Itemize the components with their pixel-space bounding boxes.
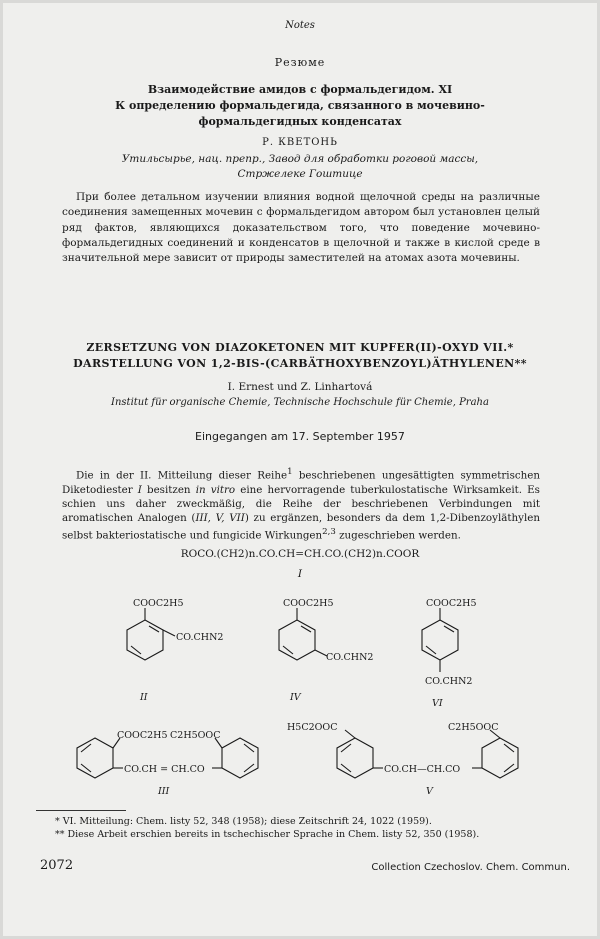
russian-abstract: При более детальном изучении влияния водной щелочной среды на различные соединения замещенных мочевин с формальдегидом автором был установлен целый ряд фактов, являющихся доказательством того, что поведение мочевино-формальдегидных соединений и конденсатов в щелочной и также в кислой среде в значительной мере зависит от природы заместителей на атомах азота мочевины. [62,191,540,265]
III-bridge: CO.CH = CH.CO [124,764,205,775]
russian-affiliation-line2: Стржелеке Гоштице [237,168,363,180]
V-left-sub: H5C2OOC [287,722,338,733]
german-title [40,340,560,372]
body-italic: in vitro [195,483,236,496]
german-authors: I. Ernest und Z. Linhartová [227,381,373,393]
V-right-sub: C2H5OOC [448,722,499,733]
structure-III-right-ring [212,738,258,778]
V-bridge: CO.CH—CH.CO [384,764,461,775]
II-label: II [140,692,148,703]
body-text: ) zu ergänzen, besonders da dem 1,2-Dibenzoyläthylen selbst bakteriostatische und fungicide Wirkungen [62,512,540,542]
russian-affiliation [60,152,540,182]
german-title-line1: ZERSETZUNG VON DIAZOKETONEN MIT KUPFER(II)-OXYD VII.* [86,341,514,354]
structure-VI-ring [422,608,458,672]
footnote-rule [36,810,126,811]
body-text: Die in der II. Mitteilung dieser Reihe [76,469,288,482]
journal-name: Collection Czechoslov. Chem. Commun. [371,862,570,873]
structure-V-left-ring [337,730,383,778]
body-text: zugeschrieben werden. [335,529,461,542]
russian-title-line1: Взаимодействие амидов с формальдегидом. XI [147,83,453,96]
footnote-2: ** Diese Arbeit erschien bereits in tschechischer Sprache in Chem. listy 52, 350 (1958). [55,829,480,840]
III-label: III [158,786,170,797]
body-text: beschriebenen ungesättigten symmetrischen Diketodiester [62,469,540,496]
body-text: besitzen [141,483,196,496]
VI-top-sub: COOC2H5 [426,598,477,609]
V-label: V [426,786,433,797]
II-top-sub: COOC2H5 [133,598,184,609]
body-text: eine hervorragende tuberkulostatische Wirksamkeit. Es schien uns daher zweckmäßig, die Reihe der beschriebenen Verbindungen mit aromatischen Analogen ( [62,483,540,525]
german-affiliation: Institut für organische Chemie, Technische Hochschule für Chemie, Praha [111,397,489,408]
resume-heading: Резюме [274,56,326,69]
IV-top-sub: COOC2H5 [283,598,334,609]
structure-V-right-ring [472,730,518,778]
IV-label: IV [290,692,301,703]
VI-bottom-sub: CO.CHN2 [425,676,473,687]
body-italic: III, V, VII [195,512,245,525]
received-date: Eingegangen am 17. September 1957 [195,430,405,443]
general-formula-label: I [297,568,303,580]
russian-title [60,82,540,130]
chemical-structures [0,588,600,803]
footnote-1: * VI. Mitteilung: Chem. listy 52, 348 (1958); diese Zeitschrift 24, 1022 (1959). [55,816,432,827]
body-italic: I [137,483,142,496]
structure-III-left-ring [77,738,123,778]
structure-IV-ring [279,608,327,660]
russian-affiliation-line1: Утильсырье, нац. препр., Завод для обработки роговой массы, [121,153,479,165]
german-title-line2: DARSTELLUNG VON 1,2-BIS-(CARBÄTHOXYBENZOYL)ÄTHYLENEN** [73,357,527,370]
structure-II-ring [127,608,175,660]
page-number: 2072 [40,858,74,873]
russian-title-line2: К определению формальдегида, связанного в мочевино-формальдегидных конденсатах [115,99,485,128]
III-right-sub: C2H5OOC [170,730,221,741]
general-formula: ROCO.(CH2)n.CO.CH=CH.CO.(CH2)n.COOR [180,548,420,560]
ref-sup: 2,3 [322,527,336,538]
running-head: Notes [285,20,315,31]
ref-sup: 1 [287,467,293,477]
VI-label: VI [432,698,443,709]
german-body [62,465,540,543]
II-side-sub: CO.CHN2 [176,632,224,643]
III-left-sub: COOC2H5 [117,730,168,741]
IV-side-sub: CO.CHN2 [326,652,374,663]
russian-author: Р. КВЕТОНЬ [262,137,338,148]
